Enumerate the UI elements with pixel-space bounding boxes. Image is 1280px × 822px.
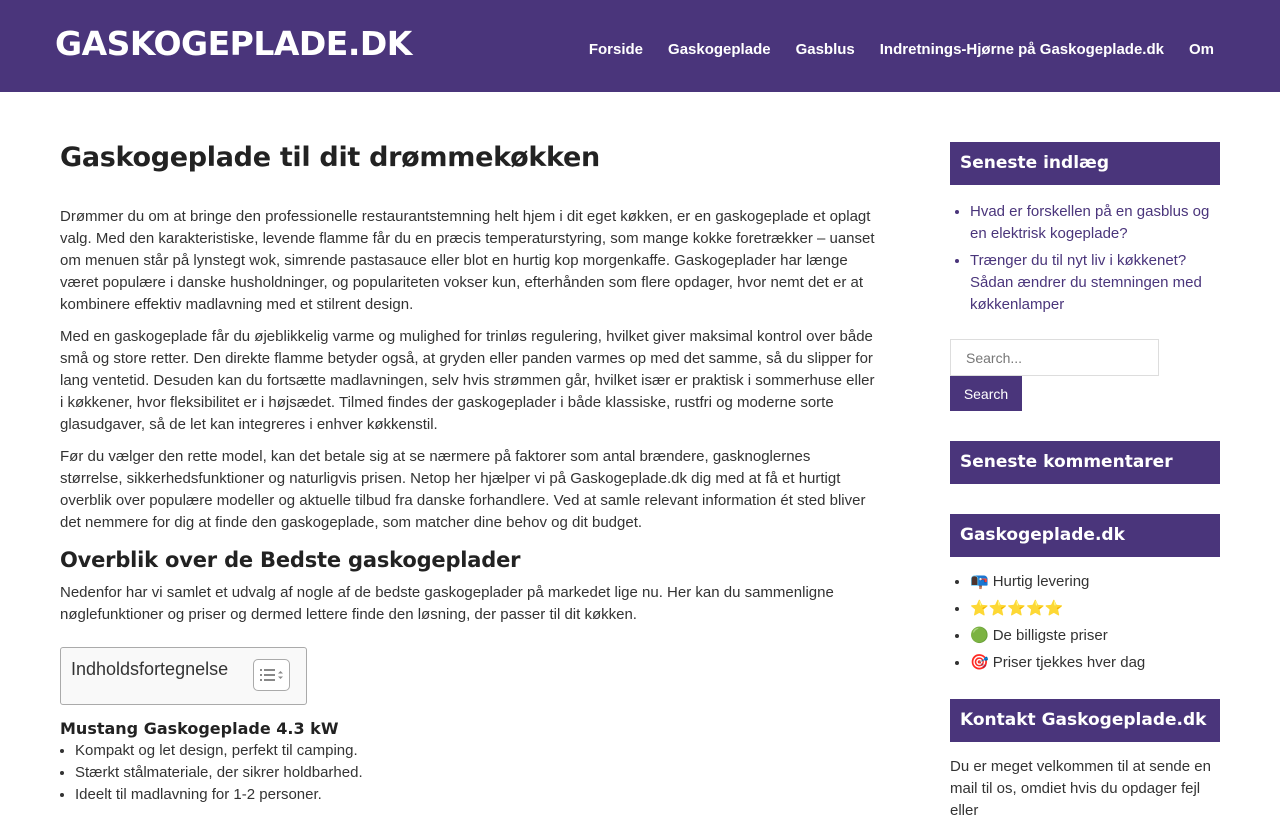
recent-post-link[interactable]: Hvad er forskellen på en gasblus og en elektrisk kogeplade? xyxy=(970,203,1210,242)
intro-paragraph-1: Drømmer du om at bringe den professionelle restaurantstemning helt hjem i dit eget køkken, er en gaskogeplade et oplagt valg. Med den karakteristiske, levende flamme får du en præcis temperaturstyring, som mange kokke foretrækker – uanset om menuen står på lynstegt wok, simrende pastasauce eller blot en hurtig kop morgenkaffe. Gaskogeplader har længe været populære i danske husholdninger, og populariteten vokser kun, efterhånden som flere opdager, hvor nemt det er at kombinere effektiv madlavning med et stilrent design. xyxy=(60,208,875,313)
list-item xyxy=(970,625,1220,647)
recent-comments-title: Seneste kommentarer xyxy=(950,441,1220,484)
site-header xyxy=(0,0,1280,92)
search-button[interactable]: Search xyxy=(950,376,1022,411)
product-feature-list xyxy=(60,740,875,806)
list-item: • Stærkt stålmateriale, der sikrer holdbarhed. xyxy=(75,762,875,784)
site-logo[interactable]: GASKOGEPLADE.DK xyxy=(55,24,412,63)
list-item xyxy=(970,201,1220,245)
contact-text: Du er meget velkommen til at sende en mail til os, omdiet hvis du opdager fejl eller xyxy=(950,758,1211,819)
features-title: Gaskogeplade.dk xyxy=(950,514,1220,557)
recent-posts-list xyxy=(950,201,1220,316)
main-nav xyxy=(589,41,1214,58)
list-item xyxy=(970,598,1220,620)
section-intro: Nedenfor har vi samlet et udvalg af nogle af de bedste gaskogeplader på markedet lige nu. Her kan du sammenligne nøglefunktioner og priser og dermed lettere finde den løsning, der passer til dit køkken. xyxy=(60,584,834,623)
feature-text: Priser tjekkes hver dag xyxy=(992,654,1146,671)
recent-post-link[interactable]: Trænger du til nyt liv i køkkenet? Sådan ændrer du stemningen med køkkenlamper xyxy=(970,252,1202,313)
list-item xyxy=(970,250,1220,316)
search-input[interactable] xyxy=(950,339,1159,376)
table-of-contents xyxy=(60,647,307,705)
page-title: Gaskogeplade til dit drømmekøkken xyxy=(60,142,600,173)
nav-item-om[interactable]: Om xyxy=(1188,41,1214,58)
main-content xyxy=(60,142,875,806)
list-item xyxy=(970,652,1220,674)
recent-posts-title: Seneste indlæg xyxy=(950,142,1220,185)
sidebar xyxy=(950,142,1220,822)
section-heading: Overblik over de Bedste gaskogeplader xyxy=(60,548,521,572)
list-item xyxy=(970,571,1220,593)
star-rating-icon: ⭐⭐⭐⭐⭐ xyxy=(970,600,1064,617)
toc-toggle-button[interactable] xyxy=(253,659,290,691)
toc-title: Indholdsfortegnelse xyxy=(71,659,229,679)
nav-item-forside[interactable]: Forside xyxy=(588,41,644,58)
nav-item-gaskogeplade[interactable]: Gaskogeplade xyxy=(668,41,771,58)
nav-item-indretnings-hjorne[interactable]: Indretnings-Hjørne på Gaskogeplade.dk xyxy=(879,41,1164,58)
intro-paragraph-3: Før du vælger den rette model, kan det betale sig at se nærmere på faktorer som antal brændere, gasknoglernes størrelse, sikkerhedsfunktioner og naturligvis prisen. Netop her hjælper vi på Gaskogeplade.dk dig med at få et hurtigt overblik over populære modeller og aktuelle tilbud fra danske forhandlere. Ved at samle relevant information ét sted bliver det nemmere for dig at finde den gaskogeplade, som matcher dine behov og dit budget. xyxy=(60,448,866,531)
nav-item-gasblus[interactable]: Gasblus xyxy=(795,41,855,58)
product-title: Mustang Gaskogeplade 4.3 kW xyxy=(60,719,339,738)
green-circle-icon: 🟢 xyxy=(970,627,989,644)
list-item: • Ideelt til madlavning for 1-2 personer. xyxy=(75,784,875,806)
features-list xyxy=(950,571,1220,674)
intro-paragraph-2: Med en gaskogeplade får du øjeblikkelig varme og mulighed for trinløs regulering, hvilket giver maksimal kontrol over både små og store retter. Den direkte flamme betyder også, at gryden eller panden varmes op med det samme, så du slipper for lang ventetid. Desuden kan du fortsætte madlavningen, selv hvis strømmen går, hvilket især er praktisk i sommerhuse eller i køkkener, hvor fleksibilitet er i højsædet. Tilmed findes der gaskogeplader i både klassiske, rustfri og moderne sorte glasudgaver, så de let kan integreres i enhver køkkenstil. xyxy=(60,328,875,433)
feature-text: Hurtig levering xyxy=(992,573,1090,590)
contact-title: Kontakt Gaskogeplade.dk xyxy=(950,699,1220,742)
target-icon: 🎯 xyxy=(970,654,989,671)
list-item: • Kompakt og let design, perfekt til camping. xyxy=(75,740,875,762)
mailbox-icon: 📭 xyxy=(970,573,989,590)
feature-text: De billigste priser xyxy=(992,627,1108,644)
list-toggle-icon xyxy=(260,668,284,682)
